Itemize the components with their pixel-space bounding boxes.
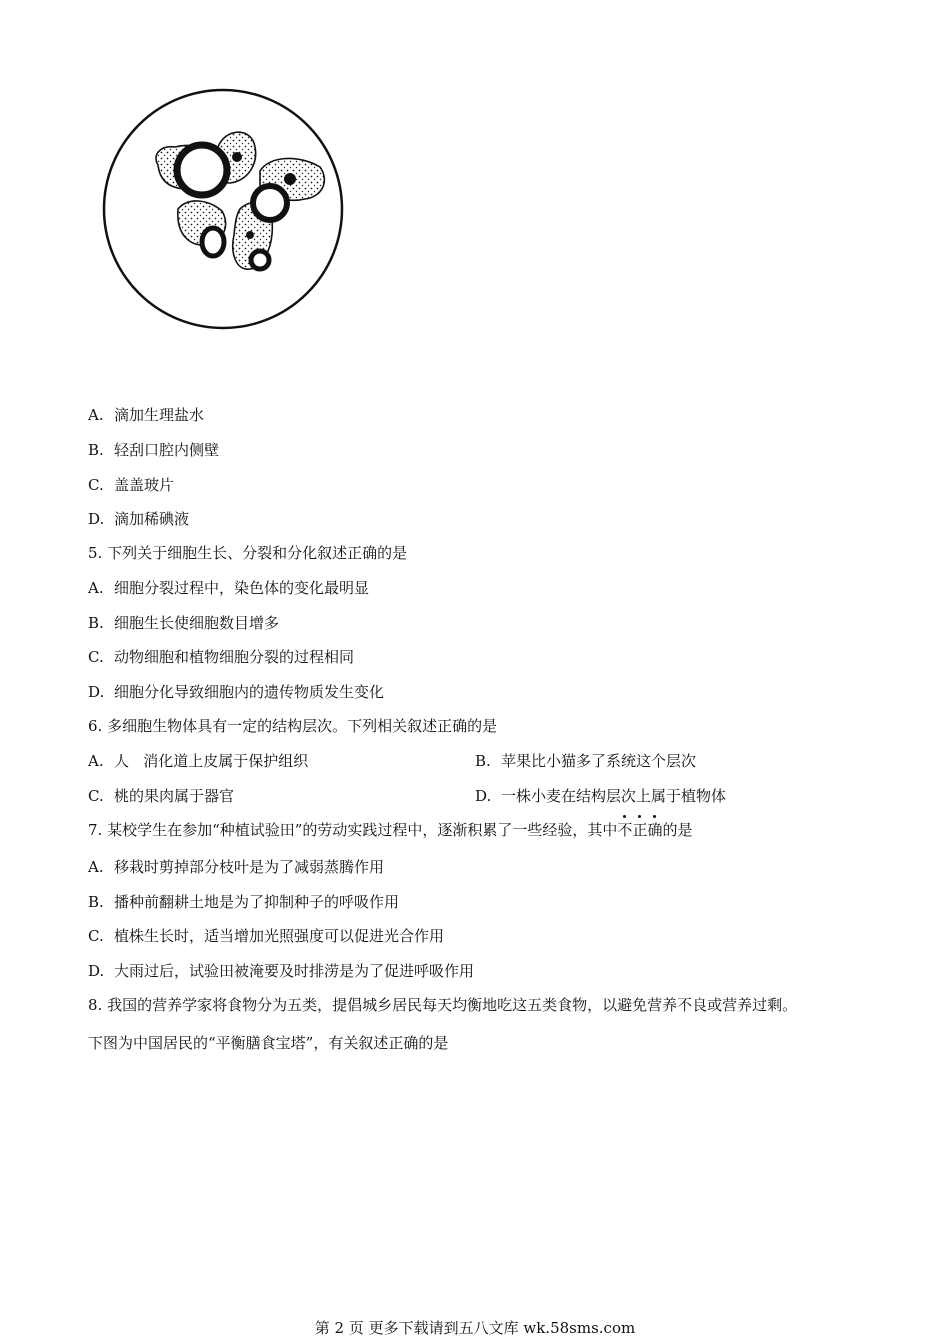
option-text: 植株生长时，适当增加光照强度可以促进光合作用: [114, 927, 445, 945]
option-letter: A.: [88, 579, 104, 597]
emphasis-char: 不: [617, 821, 633, 839]
option-letter: D.: [88, 683, 105, 701]
q5-option-d: [88, 682, 384, 702]
option-text: 盖盖玻片: [114, 476, 175, 494]
q5-option-b: [88, 613, 279, 633]
option-letter: B.: [475, 752, 491, 770]
q4-option-c: [88, 475, 174, 495]
option-letter: D.: [88, 510, 105, 528]
option-letter: D.: [88, 962, 105, 980]
q5-option-a: [88, 578, 369, 598]
option-text: 一株小麦在结构层次上属于植物体: [501, 787, 727, 805]
option-letter: C.: [88, 927, 104, 945]
option-text: 细胞分裂过程中，染色体的变化最明显: [114, 579, 370, 597]
q7-stem: [88, 820, 692, 840]
option-text: 播种前翻耕土地是为了抑制种子的呼吸作用: [114, 893, 400, 911]
q8-stem-line2: 下图为中国居民的“平衡膳食宝塔”，有关叙述正确的是: [88, 1034, 449, 1052]
option-text: 滴加稀碘液: [114, 510, 190, 528]
q6-option-c: [88, 786, 234, 806]
page-footer: 第 2 页 更多下载请到五八文库 wk.58sms.com: [314, 1319, 636, 1337]
q7-stem-prefix: 7. 某校学生在参加“种植试验田”的劳动实践过程中，逐渐积累了一些经验，其中: [88, 821, 618, 839]
option-text: 滴加生理盐水: [114, 406, 205, 424]
option-text: 轻刮口腔内侧壁: [114, 441, 220, 459]
q7-stem-suffix: 的是: [662, 821, 693, 839]
microscope-cell-figure: [100, 85, 345, 333]
emphasis-char: 正: [632, 821, 648, 839]
option-text: 桃的果肉属于器官: [114, 787, 235, 805]
emphasis-char: 确: [647, 821, 663, 839]
option-letter: B.: [88, 441, 104, 459]
option-letter: D.: [475, 787, 492, 805]
q4-option-d: [88, 509, 189, 529]
option-text: 人 消化道上皮属于保护组织: [114, 752, 309, 770]
q7-option-a: [88, 857, 384, 877]
q4-option-b: [88, 440, 219, 460]
option-text: 大雨过后，试验田被淹要及时排涝是为了促进呼吸作用: [114, 962, 475, 980]
option-letter: B.: [88, 614, 104, 632]
q7-option-c: [88, 926, 444, 946]
option-letter: A.: [88, 752, 104, 770]
q4-option-a: [88, 405, 204, 425]
option-letter: B.: [88, 893, 104, 911]
q6-option-a: [88, 751, 308, 771]
q5-stem: 5. 下列关于细胞生长、分裂和分化叙述正确的是: [88, 544, 408, 562]
option-letter: A.: [88, 406, 104, 424]
q6-stem: 6. 多细胞生物体具有一定的结构层次。下列相关叙述正确的是: [88, 717, 498, 735]
option-text: 细胞分化导致细胞内的遗传物质发生变化: [114, 683, 385, 701]
option-text: 移栽时剪掉部分枝叶是为了减弱蒸腾作用: [114, 858, 385, 876]
option-text: 细胞生长使细胞数目增多: [114, 614, 280, 632]
option-text: 动物细胞和植物细胞分裂的过程相同: [114, 648, 355, 666]
q6-option-d: [475, 786, 726, 806]
q5-option-c: [88, 647, 354, 667]
q6-option-b: [475, 751, 696, 771]
option-text: 苹果比小猫多了系统这个层次: [501, 752, 697, 770]
q8-stem-line1: 8. 我国的营养学家将食物分为五类，提倡城乡居民每天均衡地吃这五类食物，以避免营养不良或营养过剩。: [88, 996, 798, 1014]
option-letter: C.: [88, 648, 104, 666]
q7-option-b: [88, 892, 399, 912]
option-letter: C.: [88, 476, 104, 494]
option-letter: A.: [88, 858, 104, 876]
q7-option-d: [88, 961, 474, 981]
option-letter: C.: [88, 787, 104, 805]
